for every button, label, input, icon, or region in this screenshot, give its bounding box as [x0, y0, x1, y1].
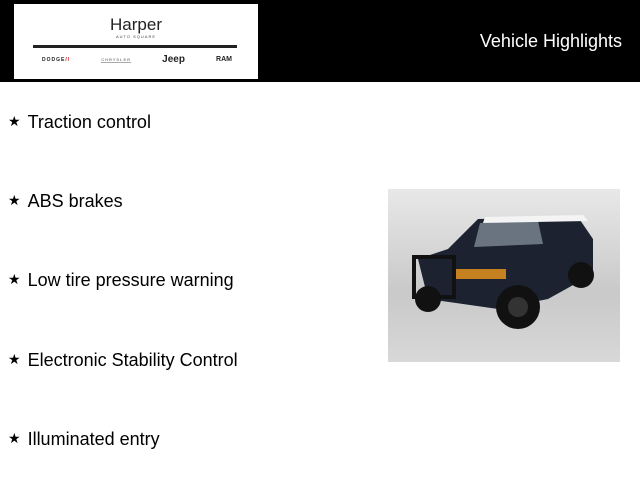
star-icon: ★	[8, 192, 21, 208]
feature-item	[8, 112, 151, 133]
feature-item	[8, 270, 234, 291]
star-icon: ★	[8, 430, 21, 446]
star-icon: ★	[8, 351, 21, 367]
feature-item	[8, 350, 238, 371]
feature-label: Electronic Stability Control	[27, 350, 238, 370]
feature-item	[8, 429, 160, 450]
star-icon: ★	[8, 113, 21, 129]
brand-chrysler: CHRYSLER	[101, 56, 132, 62]
header	[0, 0, 640, 82]
feature-label: Low tire pressure warning	[27, 270, 234, 290]
brand-logos	[42, 54, 232, 65]
logo-divider	[33, 45, 237, 48]
feature-label: ABS brakes	[27, 191, 123, 211]
vehicle-photo	[388, 189, 620, 362]
star-icon: ★	[8, 271, 21, 287]
brand-jeep: Jeep	[162, 54, 185, 65]
logo-name: Harper	[110, 15, 162, 34]
brand-dodge: DODGE//	[42, 56, 71, 63]
brand-ram: RAM	[216, 56, 232, 63]
feature-item	[8, 191, 123, 212]
feature-label: Illuminated entry	[27, 429, 160, 449]
page-title: Vehicle Highlights	[479, 31, 622, 51]
logo-subtitle: AUTO SQUARE	[115, 34, 157, 39]
feature-label: Traction control	[27, 112, 151, 132]
dealer-logo	[14, 4, 258, 79]
